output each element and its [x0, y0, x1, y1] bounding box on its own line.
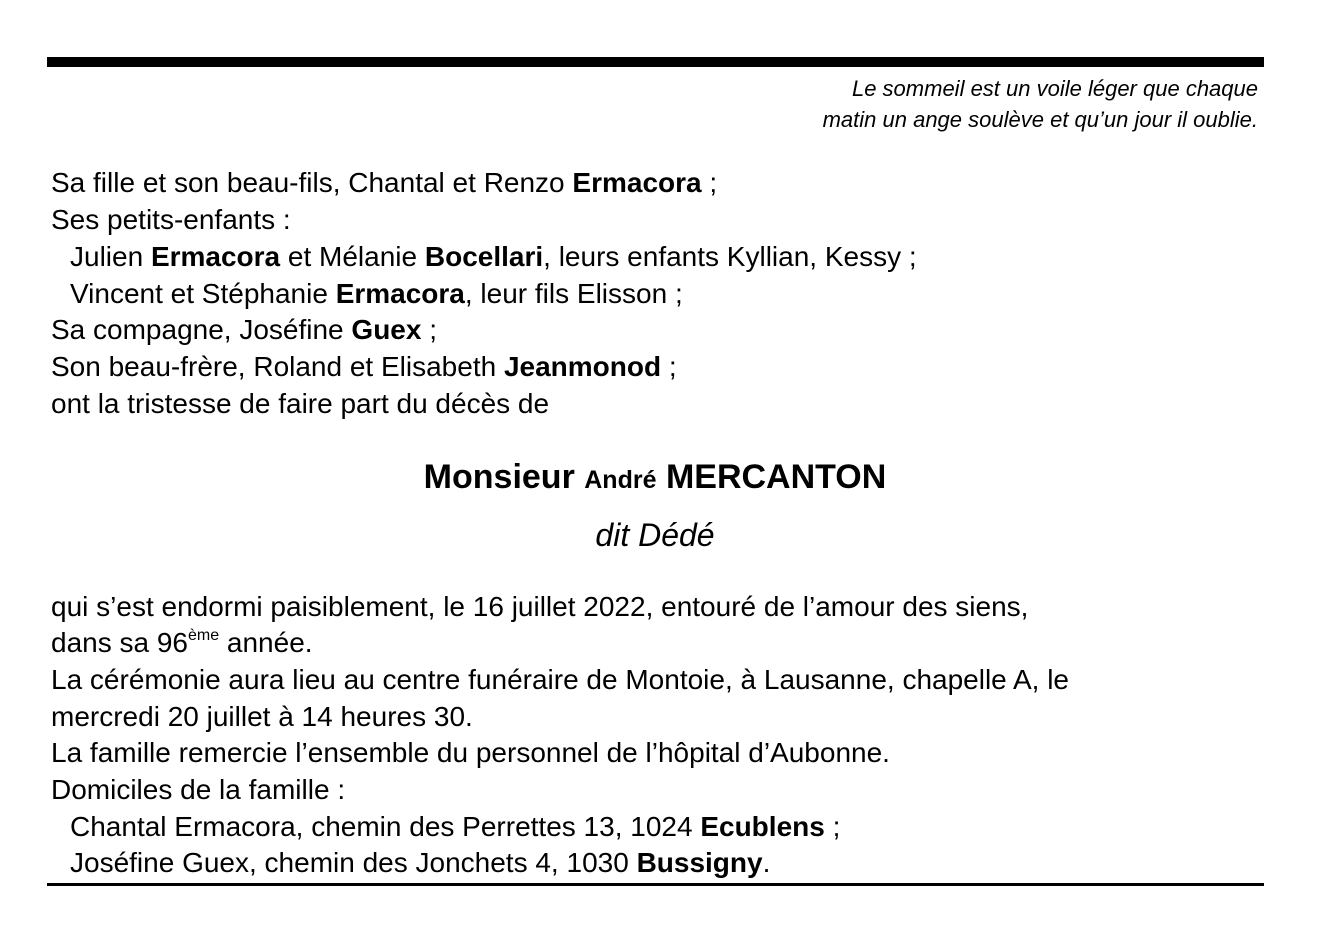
body-line-ceremony: La cérémonie aura lieu au centre funéraire de Montoie, à Lausanne, chapelle A, le [51, 664, 1070, 695]
body-line-age [51, 625, 313, 661]
family-text: ; [421, 314, 438, 345]
address-town: Bussigny [636, 847, 763, 878]
deceased-last-name: MERCANTON [665, 458, 887, 496]
body-line-passing: qui s’est endormi paisiblement, le 16 juillet 2022, entouré de l’amour des siens, [51, 591, 1029, 622]
body-text: dans sa 96 [51, 627, 188, 658]
family-surname: Bocellari [424, 241, 544, 272]
announcement-line: ont la tristesse de faire part du décès de [51, 388, 550, 419]
family-line-grandchildren-heading: Ses petits-enfants : [51, 204, 291, 235]
family-line-companion [51, 312, 437, 348]
family-line-brother-in-law [51, 349, 677, 385]
family-text: ; [661, 351, 677, 382]
quote-line-1: Le sommeil est un voile léger que chaque [851, 76, 1258, 101]
address-text: ; [824, 811, 841, 842]
epigraph-quote [658, 73, 1258, 135]
address-text: Joséfine Guex, chemin des Jonchets 4, 1030 [70, 847, 637, 878]
family-text: Vincent et Stéphanie [70, 278, 336, 309]
body-line-addresses-heading: Domiciles de la famille : [51, 774, 346, 805]
address-text: Chantal Ermacora, chemin des Perrettes 13, 1024 [70, 811, 701, 842]
family-text: ; [701, 167, 718, 198]
family-surname: Ermacora [150, 241, 281, 272]
family-surname: Ermacora [335, 278, 465, 309]
family-text: Son beau-frère, Roland et Elisabeth [51, 351, 504, 382]
family-surname: Guex [351, 314, 422, 345]
family-line-vincent [70, 276, 683, 312]
deceased-nickname: dit Dédé [595, 517, 715, 553]
top-rule [47, 57, 1264, 67]
body-line-thanks: La famille remercie l’ensemble du personnel de l’hôpital d’Aubonne. [51, 737, 890, 768]
quote-line-2: matin un ange soulève et qu’un jour il oublie. [822, 107, 1258, 132]
family-text: , leurs enfants Kyllian, Kessy ; [543, 241, 917, 272]
body-text: année. [219, 627, 313, 658]
address-town: Ecublens [700, 811, 825, 842]
family-text: et Mélanie [280, 241, 425, 272]
address-josefine [70, 845, 770, 881]
ordinal-superscript: ème [188, 627, 220, 644]
deceased-name [0, 456, 1310, 501]
family-text: Sa compagne, Joséfine [51, 314, 352, 345]
address-chantal [70, 809, 840, 845]
family-surname: Jeanmonod [503, 351, 662, 382]
family-text: Sa fille et son beau-fils, Chantal et Renzo [51, 167, 573, 198]
address-text: . [762, 847, 771, 878]
family-line-julien [70, 239, 917, 275]
family-text: Julien [70, 241, 151, 272]
family-surname: Ermacora [572, 167, 702, 198]
family-text: , leur fils Elisson ; [464, 278, 683, 309]
bottom-rule [47, 883, 1264, 886]
body-line-ceremony-date: mercredi 20 juillet à 14 heures 30. [51, 701, 473, 732]
family-line-daughter [51, 165, 717, 201]
deceased-first-name: André [584, 466, 657, 494]
deceased-title: Monsieur [423, 458, 575, 496]
